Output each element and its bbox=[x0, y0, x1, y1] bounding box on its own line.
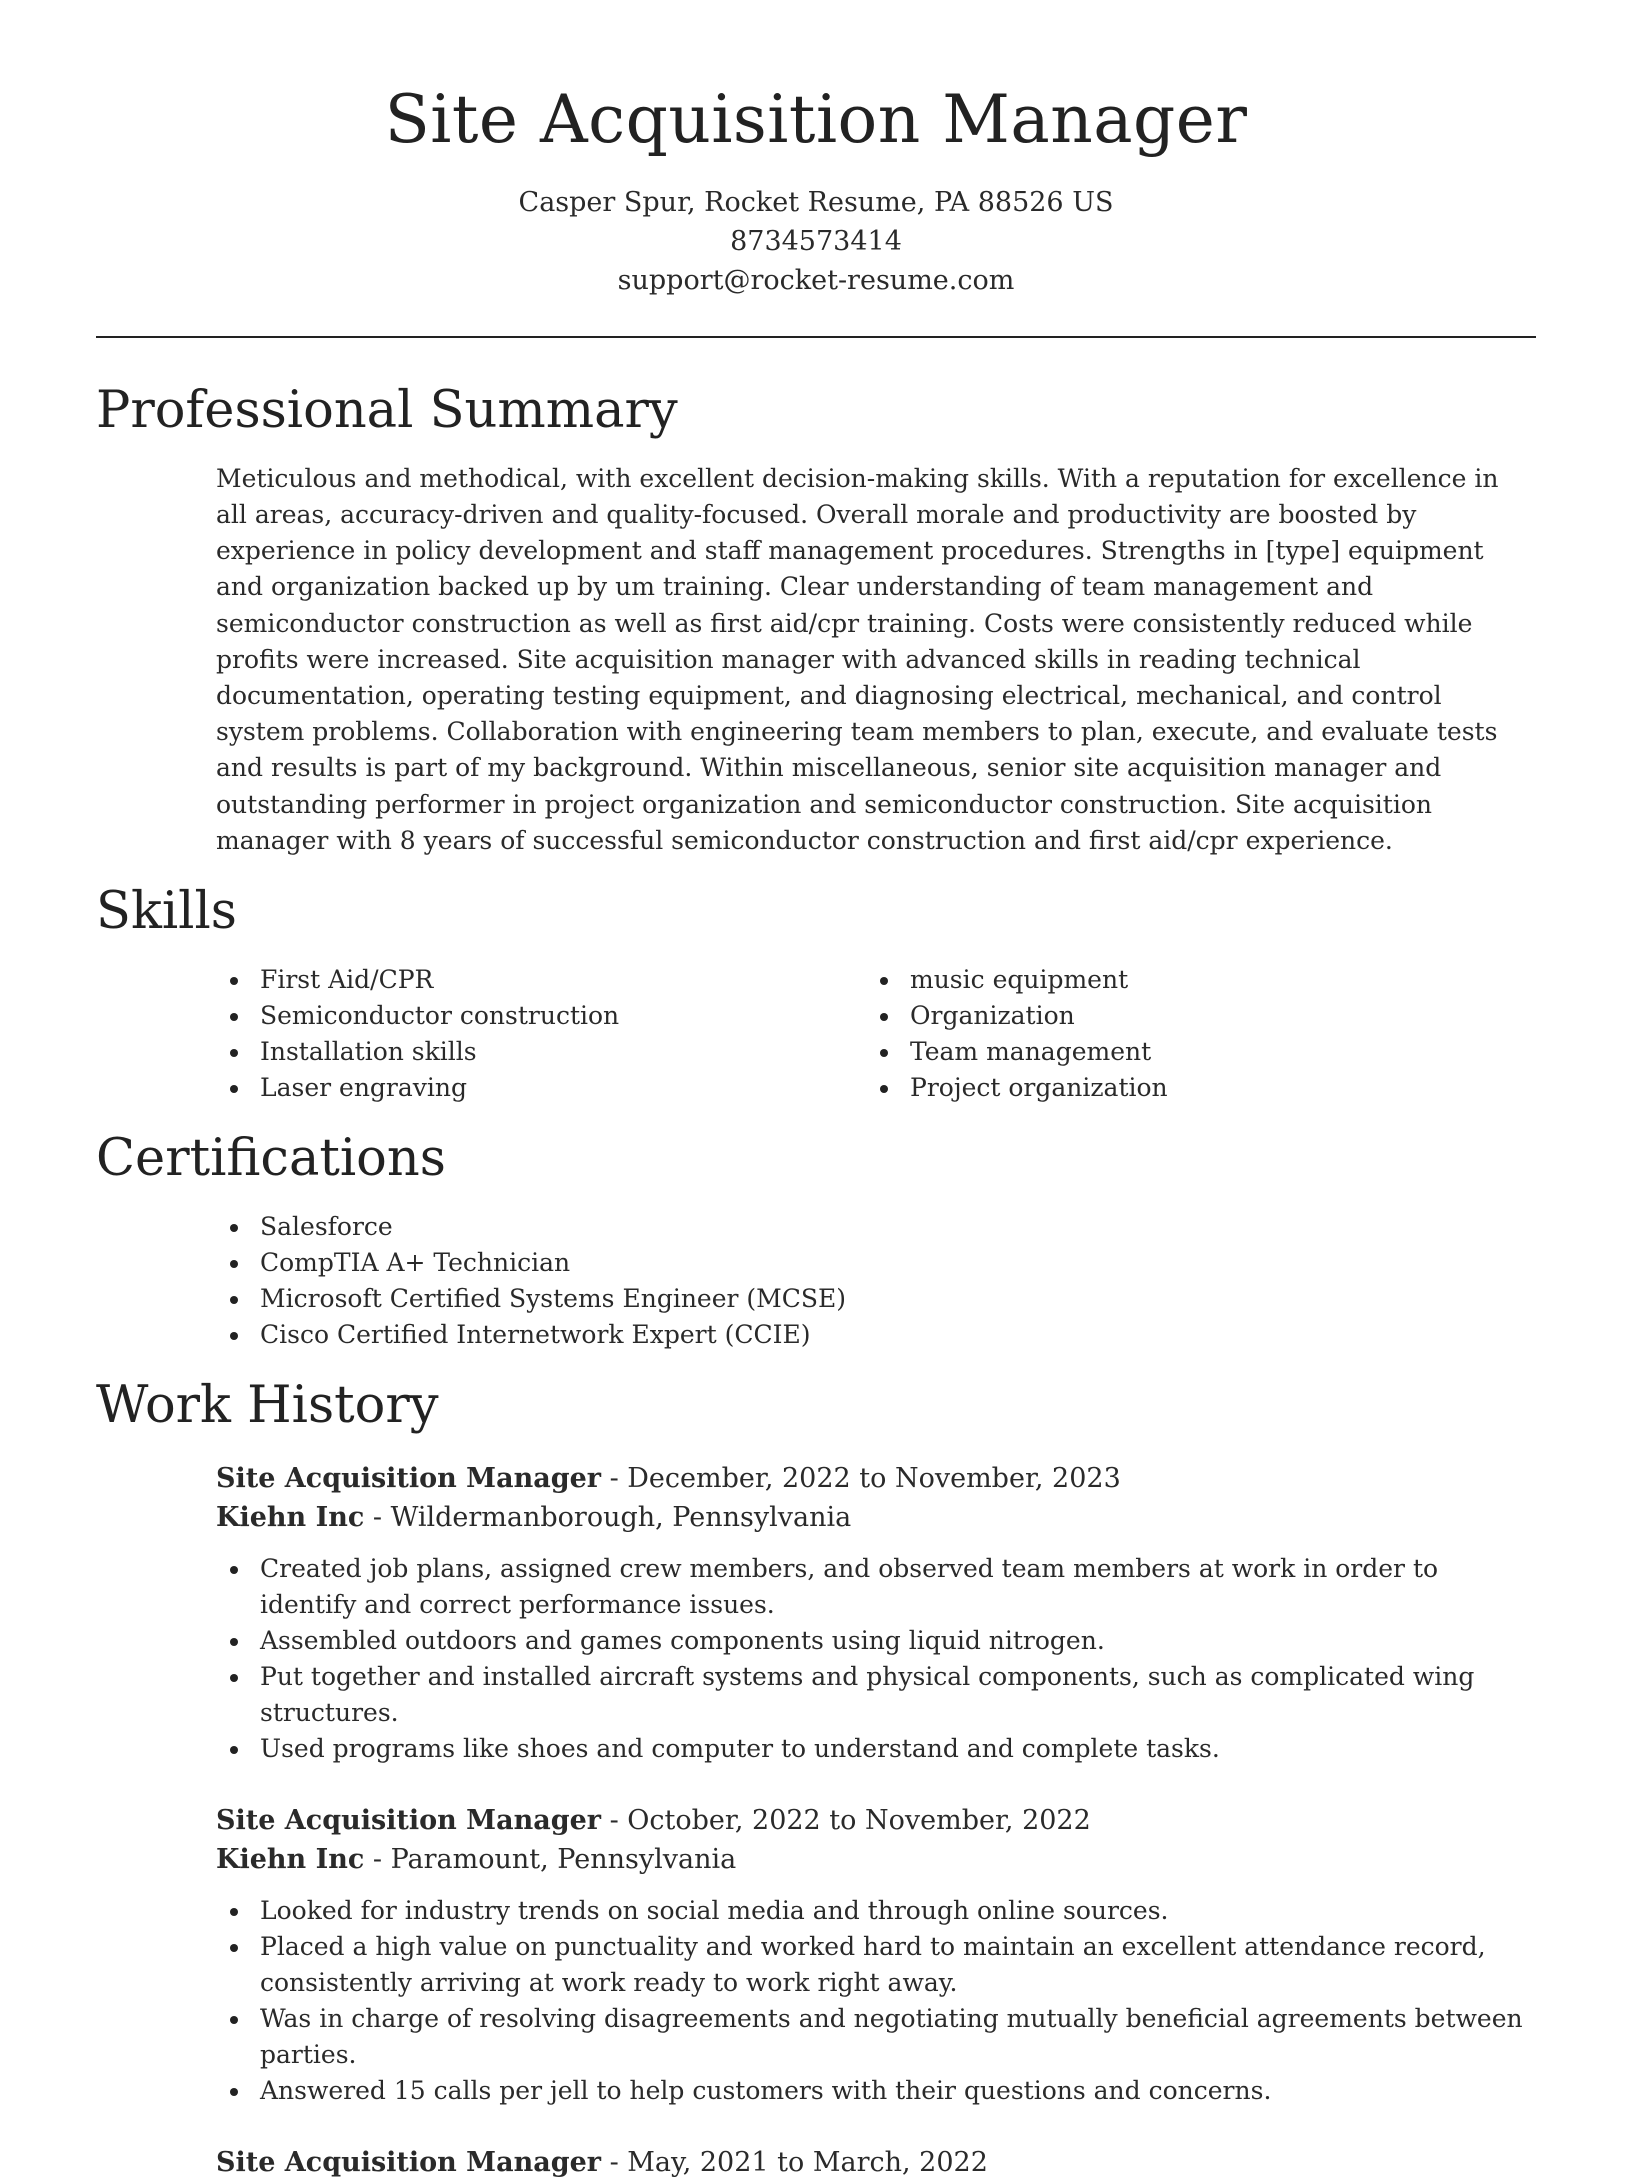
skill-item: Project organization bbox=[866, 1070, 1536, 1106]
job-duty: Answered 15 calls per jell to help customers with their questions and concerns. bbox=[216, 2073, 1536, 2109]
section-title-work-history: Work History bbox=[96, 1376, 439, 1436]
job-dates: May, 2021 to March, 2022 bbox=[627, 2146, 988, 2178]
job-entry bbox=[216, 1459, 1536, 1767]
job-dates: October, 2022 to November, 2022 bbox=[627, 1804, 1091, 1836]
job-duties-list bbox=[216, 1893, 1536, 2109]
job-role: Site Acquisition Manager bbox=[216, 2146, 601, 2178]
job-entry bbox=[216, 2143, 1536, 2182]
job-duty: Looked for industry trends on social media and through online sources. bbox=[216, 1893, 1536, 1929]
candidate-name: Site Acquisition Manager bbox=[384, 81, 1248, 158]
certification-item: Salesforce bbox=[216, 1209, 1536, 1245]
job-location: Paramount, Pennsylvania bbox=[390, 1843, 737, 1875]
skills-list-left bbox=[216, 962, 866, 1106]
job-company-line: Kiehn Inc - Wildermanborough, Pennsylvania bbox=[216, 1501, 852, 1533]
job-title-line: Site Acquisition Manager - October, 2022 to November, 2022 bbox=[216, 1804, 1091, 1836]
certification-item: Cisco Certified Internetwork Expert (CCIE) bbox=[216, 1317, 1536, 1353]
job-company: Kiehn Inc bbox=[216, 1843, 365, 1875]
header-divider bbox=[96, 336, 1536, 338]
job-duties-list bbox=[216, 1551, 1536, 1767]
job-duty: Assembled outdoors and games components using liquid nitrogen. bbox=[216, 1623, 1536, 1659]
resume-header bbox=[96, 0, 1536, 300]
skills-grid bbox=[216, 962, 1536, 1106]
job-duty: Placed a high value on punctuality and worked hard to maintain an excellent attendance record, consistently arriving at work ready to work right away. bbox=[216, 1929, 1536, 2001]
email-address: support@rocket-resume.com bbox=[617, 264, 1015, 296]
job-company: Kiehn Inc bbox=[216, 1501, 365, 1533]
job-title-line: Site Acquisition Manager - December, 2022 to November, 2023 bbox=[216, 1462, 1121, 1494]
contact-info bbox=[96, 183, 1536, 300]
skill-item: Laser engraving bbox=[216, 1070, 866, 1106]
job-duty: Put together and installed aircraft systems and physical components, such as complicated wing structures. bbox=[216, 1659, 1536, 1731]
job-role: Site Acquisition Manager bbox=[216, 1462, 601, 1494]
phone-number: 8734573414 bbox=[730, 225, 902, 257]
job-title-line: Site Acquisition Manager - May, 2021 to March, 2022 bbox=[216, 2146, 988, 2178]
job-duty: Used programs like shoes and computer to understand and complete tasks. bbox=[216, 1731, 1536, 1767]
job-duty: Created job plans, assigned crew members, and observed team members at work in order to identify and correct performance issues. bbox=[216, 1551, 1536, 1623]
work-history-section bbox=[96, 1375, 1536, 2181]
job-company-line: Kiehn Inc - Paramount, Pennsylvania bbox=[216, 1843, 737, 1875]
job-location: Wildermanborough, Pennsylvania bbox=[390, 1501, 852, 1533]
certification-item: Microsoft Certified Systems Engineer (MCSE) bbox=[216, 1281, 1536, 1317]
section-title-summary: Professional Summary bbox=[96, 380, 678, 440]
skills-list-right bbox=[866, 962, 1536, 1106]
address: Casper Spur, Rocket Resume, PA 88526 US bbox=[518, 186, 1114, 218]
certifications-section bbox=[96, 1128, 1536, 1353]
skill-item: Installation skills bbox=[216, 1034, 866, 1070]
certifications-list bbox=[216, 1209, 1536, 1353]
certification-item: CompTIA A+ Technician bbox=[216, 1245, 1536, 1281]
section-title-certifications: Certifications bbox=[96, 1129, 446, 1189]
summary-text: Meticulous and methodical, with excellent decision-making skills. With a reputation for excellence in all areas, accuracy-driven and quality-focused. Overall morale and productivity are boosted by experience in policy development and staff management procedures. Strengths in [type] equipment and organization backed up by um training. Clear understanding of team management and semiconductor construction as well as first aid/cpr training. Costs were consistently reduced while profits were increased. Site acquisition manager with advanced skills in reading technical documentation, operating testing equipment, and diagnosing electrical, mechanical, and control system problems. Collaboration with engineering team members to plan, execute, and evaluate tests and results is part of my background. Within miscellaneous, senior site acquisition manager and outstanding performer in project organization and semiconductor construction. Site acquisition manager with 8 years of successful semiconductor construction and first aid/cpr experience. bbox=[216, 463, 1499, 855]
professional-summary-section bbox=[96, 380, 1536, 859]
section-title-skills: Skills bbox=[96, 882, 237, 942]
job-entry bbox=[216, 1801, 1536, 2109]
skill-item: Semiconductor construction bbox=[216, 998, 866, 1034]
skill-item: music equipment bbox=[866, 962, 1536, 998]
skills-section bbox=[96, 881, 1536, 1106]
skill-item: First Aid/CPR bbox=[216, 962, 866, 998]
job-duty: Was in charge of resolving disagreements and negotiating mutually beneficial agreements between parties. bbox=[216, 2001, 1536, 2073]
skill-item: Organization bbox=[866, 998, 1536, 1034]
skill-item: Team management bbox=[866, 1034, 1536, 1070]
job-dates: December, 2022 to November, 2023 bbox=[627, 1462, 1121, 1494]
job-role: Site Acquisition Manager bbox=[216, 1804, 601, 1836]
